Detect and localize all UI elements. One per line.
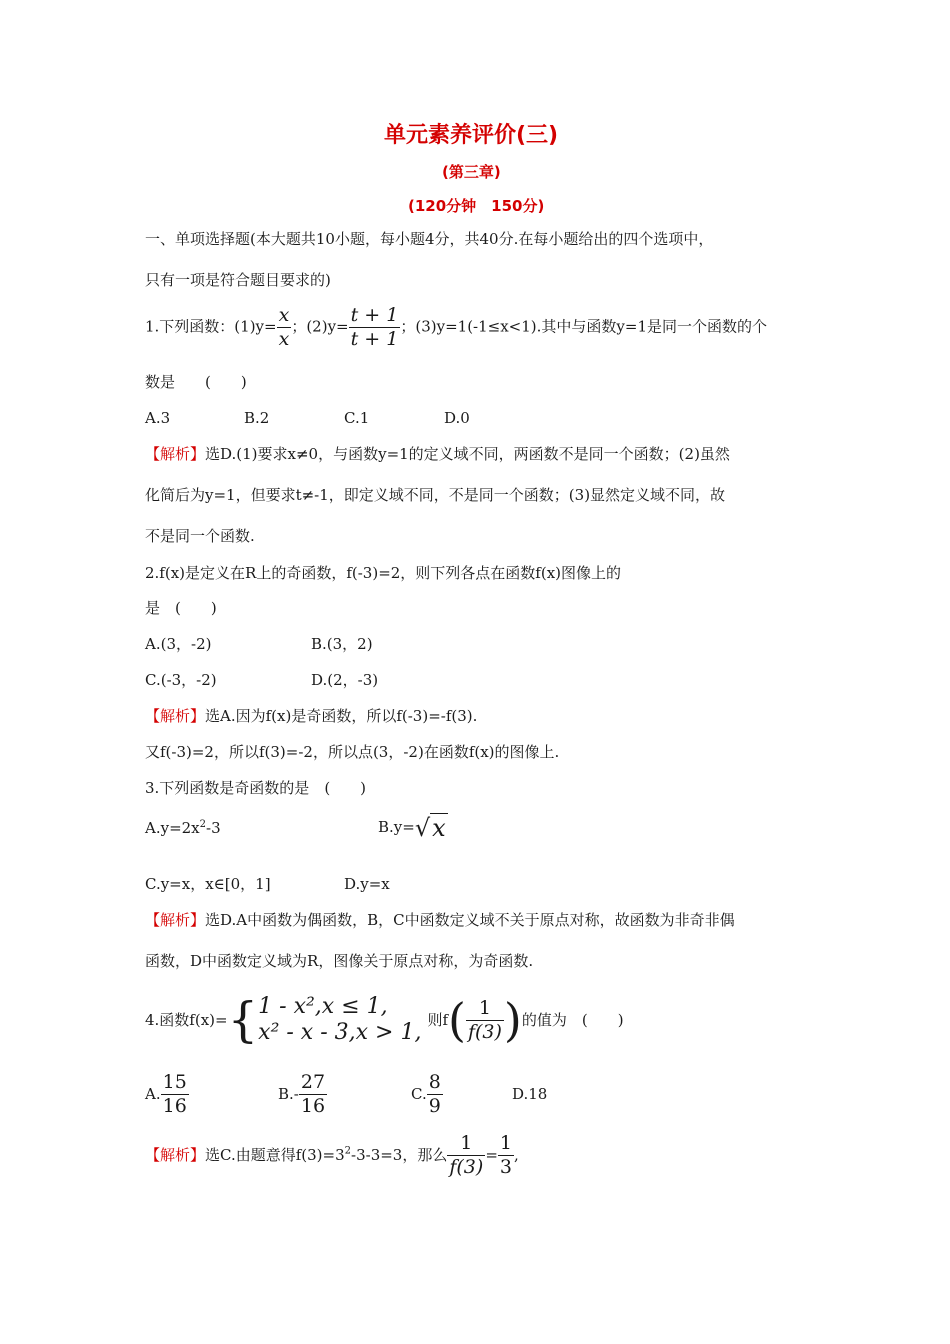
q3-analysis-line2: 函数，D中函数定义域为R，图像关于原点对称，为奇函数. bbox=[145, 952, 534, 970]
q1-analysis-line2: 化简后为y=1，但要求t≠-1，即定义域不同，不是同一个函数；(3)显然定义域不同，故 bbox=[145, 486, 726, 504]
q4-option-a-den: 16 bbox=[162, 1095, 187, 1117]
q2-option-c: C.(-3，-2) bbox=[145, 671, 217, 689]
q4-option-c-den: 9 bbox=[428, 1095, 441, 1117]
q4-option-c-num: 8 bbox=[428, 1071, 441, 1093]
q3-analysis-text: 选D.A中函数为偶函数，B，C中函数定义域不关于原点对称，故函数为非奇非偶 bbox=[205, 911, 735, 929]
left-brace-icon: { bbox=[227, 992, 259, 1049]
right-paren-icon: ) bbox=[503, 993, 522, 1048]
q4-option-a-num: 15 bbox=[162, 1071, 187, 1093]
q4-analysis-line1 bbox=[145, 1134, 519, 1177]
q4-analysis-fraction-1 bbox=[447, 1134, 485, 1177]
q4-an-f2-num: 1 bbox=[499, 1132, 512, 1154]
q1-prefix: 1.下列函数：(1)y= bbox=[145, 317, 277, 336]
q3-option-b-radicand: x bbox=[432, 814, 446, 842]
q3-option-a bbox=[145, 820, 221, 836]
section-intro-line1: 一、单项选择题(本大题共10小题，每小题4分，共40分.在每小题给出的四个选项中， bbox=[145, 230, 714, 248]
question-4-stem bbox=[145, 994, 624, 1047]
q4-option-b-fraction bbox=[299, 1073, 327, 1116]
chapter-label: (第三章) bbox=[442, 163, 501, 181]
q2-option-d: D.(2，-3) bbox=[311, 671, 379, 689]
q3-option-c: C.y=x，x∈[0，1] bbox=[145, 875, 271, 893]
q1-f2-numerator: t + 1 bbox=[350, 304, 399, 326]
analysis-label: 【解析】 bbox=[145, 707, 206, 725]
q2-analysis-line1 bbox=[145, 709, 477, 724]
q3-option-d: D.y=x bbox=[344, 875, 390, 893]
q1-fraction-1 bbox=[277, 306, 292, 349]
q4-an-f1-num: 1 bbox=[447, 1134, 485, 1156]
q2-analysis-line2: 又f(-3)=2，所以f(3)=-2，所以点(3，-2)在函数f(x)的图像上. bbox=[145, 743, 560, 761]
q4-fraction bbox=[466, 996, 504, 1043]
q1-f1-denominator: x bbox=[278, 328, 290, 350]
q4-option-a bbox=[145, 1073, 189, 1116]
q1-analysis-line1 bbox=[145, 447, 730, 462]
q1-analysis-line3: 不是同一个函数. bbox=[145, 527, 255, 545]
question-1-stem bbox=[145, 306, 767, 349]
q3-option-b-text: B.y= bbox=[378, 818, 415, 836]
q1-option-a: A.3 bbox=[145, 409, 171, 427]
q4-option-b-num: 27 bbox=[300, 1071, 326, 1093]
q4-option-a-label: A. bbox=[145, 1085, 161, 1103]
section-intro-line2: 只有一项是符合题目要求的) bbox=[145, 271, 331, 289]
page-title: 单元素养评价(三) bbox=[384, 123, 559, 148]
q3-option-a-exponent: 2 bbox=[199, 819, 207, 830]
q2-option-b: B.(3，2) bbox=[311, 635, 373, 653]
q3-option-a-text: A.y=2x bbox=[145, 819, 200, 837]
analysis-label: 【解析】 bbox=[145, 1146, 206, 1164]
q4-option-b bbox=[278, 1073, 327, 1116]
q1-mid: ；(2)y= bbox=[291, 317, 349, 336]
q3-option-a-tail: -3 bbox=[206, 819, 221, 837]
q1-f2-denominator: t + 1 bbox=[350, 328, 399, 350]
q4-analysis-fraction-2 bbox=[498, 1134, 514, 1177]
q4-case-1: 1 - x²,x ≤ 1, bbox=[258, 994, 388, 1019]
q4-option-b-den: 16 bbox=[300, 1095, 326, 1117]
q3-option-b bbox=[378, 816, 448, 840]
analysis-label: 【解析】 bbox=[145, 911, 206, 929]
q1-option-c: C.1 bbox=[344, 409, 370, 427]
q1-suffix: ；(3)y=1(-1≤x<1).其中与函数y=1是同一个函数的个 bbox=[400, 317, 768, 336]
q4-an-f2-den: 3 bbox=[499, 1156, 512, 1178]
q4-an-f1-den: f(3) bbox=[449, 1156, 484, 1178]
q1-analysis-text: 选D.(1)要求x≠0，与函数y=1的定义域不同，两函数不是同一个函数；(2)虽然 bbox=[205, 445, 730, 463]
q4-option-a-fraction bbox=[161, 1073, 189, 1116]
q4-mid: 则f bbox=[427, 1010, 448, 1029]
q4-suffix: 的值为 ( ) bbox=[521, 1010, 624, 1029]
q2-option-a: A.(3，-2) bbox=[145, 635, 212, 653]
q4-case-2: x² - x - 3,x > 1, bbox=[258, 1020, 422, 1046]
q2-analysis-text: 选A.因为f(x)是奇函数，所以f(-3)=-f(3). bbox=[205, 707, 478, 725]
exam-meta: (120分钟 150分) bbox=[408, 197, 545, 215]
q1-option-b: B.2 bbox=[244, 409, 270, 427]
sqrt-symbol: √x bbox=[414, 814, 446, 842]
q4-option-c-label: C. bbox=[411, 1085, 427, 1103]
q1-option-d: D.0 bbox=[444, 409, 470, 427]
q3-analysis-line1 bbox=[145, 913, 735, 928]
q4-analysis-exponent: 2 bbox=[344, 1145, 352, 1157]
question-1-line2: 数是 ( ) bbox=[145, 373, 247, 391]
q4-option-b-label: B.- bbox=[278, 1085, 299, 1103]
q1-f1-numerator: x bbox=[278, 304, 290, 326]
q4-option-d: D.18 bbox=[512, 1085, 548, 1103]
analysis-label: 【解析】 bbox=[145, 445, 206, 463]
q4-analysis-text: 选C.由题意得f(3)=3 bbox=[205, 1146, 345, 1164]
comma: , bbox=[513, 1146, 519, 1164]
piecewise-cases bbox=[258, 994, 421, 1047]
left-paren-icon: ( bbox=[448, 993, 466, 1048]
question-2-line2: 是 ( ) bbox=[145, 599, 217, 617]
q4-prefix: 4.函数f(x)= bbox=[145, 1010, 228, 1029]
question-2-stem: 2.f(x)是定义在R上的奇函数，f(-3)=2，则下列各点在函数f(x)图像上的 bbox=[145, 564, 622, 582]
equals-sign: = bbox=[485, 1146, 498, 1164]
q4-frac-numerator: 1 bbox=[466, 999, 504, 1021]
q4-frac-denominator: f(3) bbox=[467, 1020, 502, 1043]
q4-option-c bbox=[411, 1073, 443, 1116]
q4-option-c-fraction bbox=[427, 1073, 443, 1116]
q1-fraction-2 bbox=[349, 306, 401, 349]
question-3-stem: 3.下列函数是奇函数的是 ( ) bbox=[145, 779, 367, 797]
q4-analysis-mid: -3-3=3，那么 bbox=[351, 1146, 448, 1164]
